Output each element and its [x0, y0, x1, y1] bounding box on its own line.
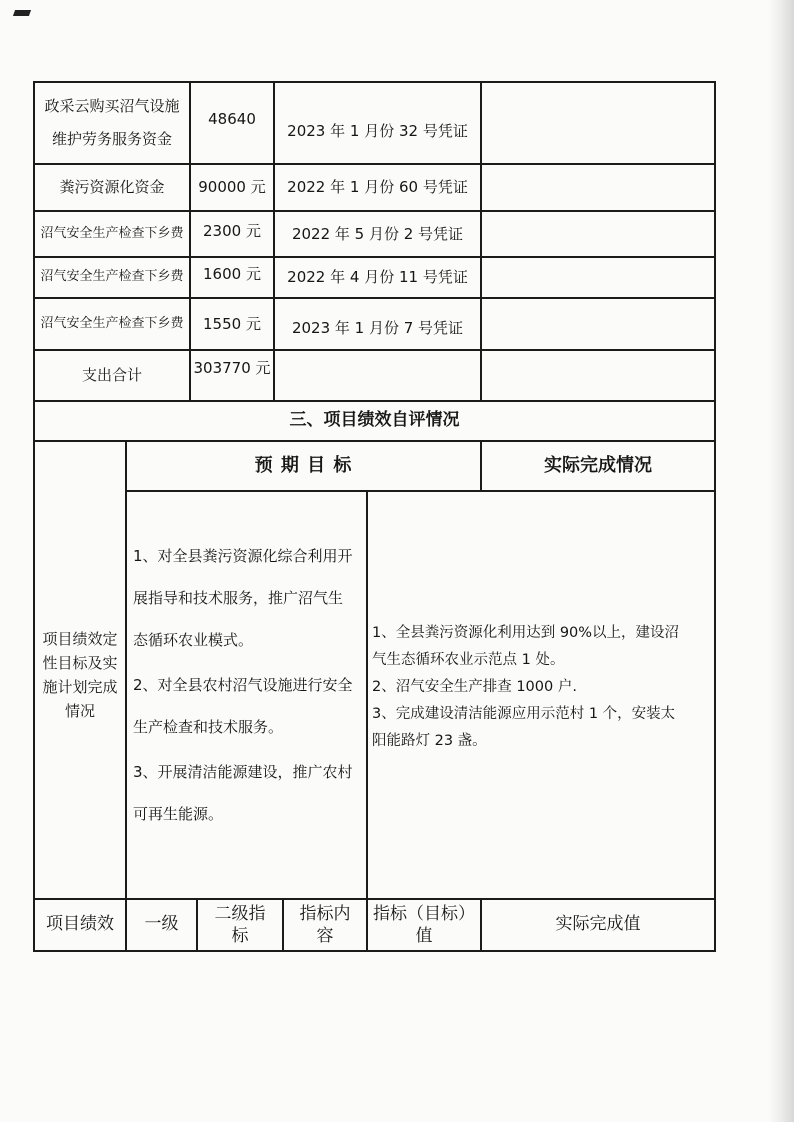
total-label: 支出合计 — [81, 366, 142, 385]
expense-item: 沼气安全生产检查下乡费 — [40, 315, 184, 331]
header-line: 标 — [231, 926, 249, 946]
expense-item: 沼气安全生产检查下乡费 — [40, 269, 184, 285]
expense-item — [35, 83, 189, 163]
expense-amount: 48640 — [208, 109, 256, 128]
header-line: 二级指 — [214, 904, 266, 924]
expense-item-line: 政采云购买沼气设施 — [44, 97, 180, 116]
text-line: 可再生能源。 — [133, 805, 224, 823]
text-line: 生产检查和技术服务。 — [133, 718, 284, 736]
rule — [33, 950, 716, 952]
rule — [125, 490, 716, 492]
level2-indicator-header — [198, 900, 282, 950]
expense-voucher: 2022 年 5 月份 2 号凭证 — [291, 224, 464, 243]
header-line: 容 — [316, 926, 334, 946]
level1-indicator-header: 一级 — [144, 914, 179, 935]
text-line: 态循环农业模式。 — [133, 631, 254, 649]
indicator-row-label: 项目绩效 — [46, 914, 114, 935]
text-line: 1、全县粪污资源化利用达到 90%以上，建设沼 — [372, 625, 680, 641]
label-line: 性目标及实 — [42, 654, 118, 672]
rule — [480, 81, 482, 402]
expense-voucher: 2023 年 1 月份 7 号凭证 — [291, 318, 464, 337]
indicator-target-header — [368, 900, 480, 950]
expense-voucher: 2022 年 1 月份 60 号凭证 — [287, 178, 468, 197]
expense-amount: 1600 元 — [203, 265, 261, 284]
header-line: 值 — [415, 926, 433, 946]
header-line: 指标内 — [299, 904, 351, 924]
label-line: 施计划完成 — [42, 678, 118, 696]
expense-voucher: 2022 年 4 月份 11 号凭证 — [287, 268, 468, 287]
text-line: 气生态循环农业示范点 1 处。 — [372, 652, 565, 668]
rule — [366, 490, 368, 952]
target-row-label — [35, 610, 125, 740]
actual-value-header: 实际完成值 — [555, 914, 641, 935]
actual-completion-text — [372, 620, 679, 755]
total-amount: 303770 元 — [193, 358, 271, 377]
text-line: 2、对全县农村沼气设施进行安全 — [133, 676, 353, 694]
expected-target-header: 预 期 目 标 — [254, 454, 353, 476]
section-title: 三、项目绩效自评情况 — [289, 410, 460, 431]
text-line: 3、开展清洁能源建设，推广农村 — [133, 763, 353, 781]
expense-amount: 1550 元 — [203, 314, 261, 333]
actual-completion-header: 实际完成情况 — [544, 454, 652, 476]
label-line: 情况 — [64, 702, 95, 720]
label-line: 项目绩效定 — [42, 630, 118, 648]
scan-edge-shadow — [768, 0, 794, 1122]
text-line: 3、完成建设清洁能源应用示范村 1 个，安装太 — [372, 706, 676, 722]
expense-item: 沼气安全生产检查下乡费 — [40, 225, 184, 241]
expected-goals-text — [133, 537, 353, 833]
text-line: 阳能路灯 23 盏。 — [372, 733, 487, 749]
expense-amount: 2300 元 — [203, 221, 261, 240]
expense-item-line: 维护劳务服务资金 — [51, 130, 172, 148]
rule — [125, 440, 127, 952]
text-line: 展指导和技术服务，推广沼气生 — [133, 589, 344, 607]
text-line: 2、沼气安全生产排查 1000 户. — [372, 679, 577, 695]
expense-item: 粪污资源化资金 — [59, 178, 165, 197]
header-line: 指标（目标） — [373, 904, 475, 924]
indicator-content-header — [284, 900, 366, 950]
expense-voucher: 2023 年 1 月份 32 号凭证 — [287, 121, 468, 140]
scan-corner-mark — [13, 10, 31, 16]
rule — [714, 81, 716, 952]
text-line: 1、对全县粪污资源化综合利用开 — [133, 547, 353, 565]
expense-amount: 90000 元 — [198, 178, 266, 197]
